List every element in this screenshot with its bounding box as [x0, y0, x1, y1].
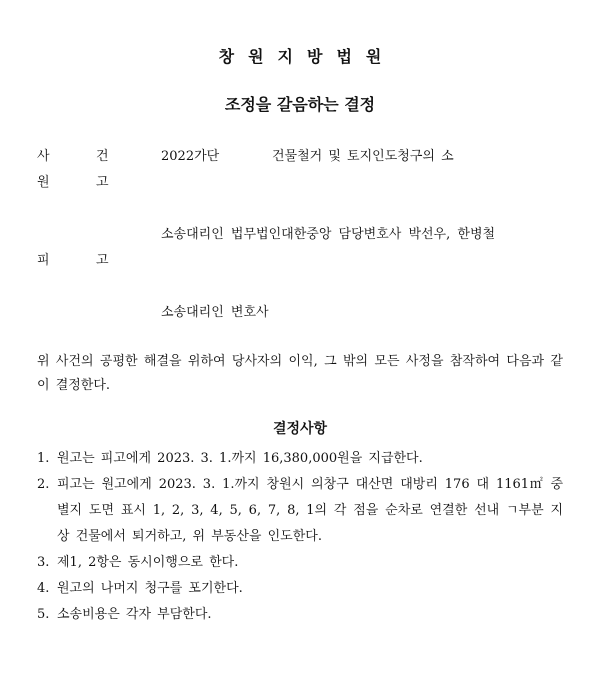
item-number: 3. [37, 555, 50, 570]
defendant-label-char-1: 피 [37, 253, 50, 268]
defendant-label-char-2: 고 [96, 253, 109, 268]
preamble-paragraph: 위 사건의 공평한 해결을 위하여 당사자의 이익, 그 밖의 모든 사정을 참작하여 다음과 같이 결정한다. [37, 354, 563, 393]
item-number: 4. [37, 581, 50, 596]
decision-item [37, 576, 563, 602]
item-text: 제1, 2항은 동시이행으로 한다. [57, 555, 239, 570]
item-text: 소송비용은 각자 부담한다. [57, 607, 212, 622]
item-text: 피고는 원고에게 2023. 3. 1.까지 창원시 의창구 대산면 대방리 176 대 1161㎡ 중 별지 도면 표시 1, 2, 3, 4, 5, 6, 7, 8, 1의 각 점을 순차로 연결한 선내 ㄱ부분 지상 건물에서 퇴거하고, 위 부동산을 인도한다. [57, 477, 563, 544]
plaintiff-label-char-2: 고 [96, 175, 109, 190]
item-text: 원고의 나머지 청구를 포기한다. [57, 581, 243, 596]
case-number: 2022가단 [161, 149, 220, 164]
court-name: 창원지방법원 [218, 47, 396, 66]
defendant-representative: 소송대리인 변호사 [161, 305, 269, 320]
item-number: 2. [37, 477, 50, 492]
decision-item [37, 446, 563, 472]
item-text: 원고는 피고에게 2023. 3. 1.까지 16,380,000원을 지급한다. [57, 451, 423, 466]
decision-item [37, 472, 563, 550]
item-number: 5. [37, 607, 50, 622]
section-title: 결정사항 [272, 421, 328, 437]
case-label-char-1: 사 [37, 149, 50, 164]
plaintiff-label-char-1: 원 [37, 175, 50, 190]
decision-item [37, 602, 563, 628]
case-name: 건물철거 및 토지인도청구의 소 [272, 149, 454, 164]
plaintiff-representative: 소송대리인 법무법인대한중앙 담당변호사 박선우, 한병철 [161, 227, 496, 242]
decision-items-list [37, 446, 563, 628]
document-title: 조정을 갈음하는 결정 [224, 95, 376, 114]
case-label-char-2: 건 [96, 149, 109, 164]
item-number: 1. [37, 451, 50, 466]
decision-item [37, 550, 563, 576]
